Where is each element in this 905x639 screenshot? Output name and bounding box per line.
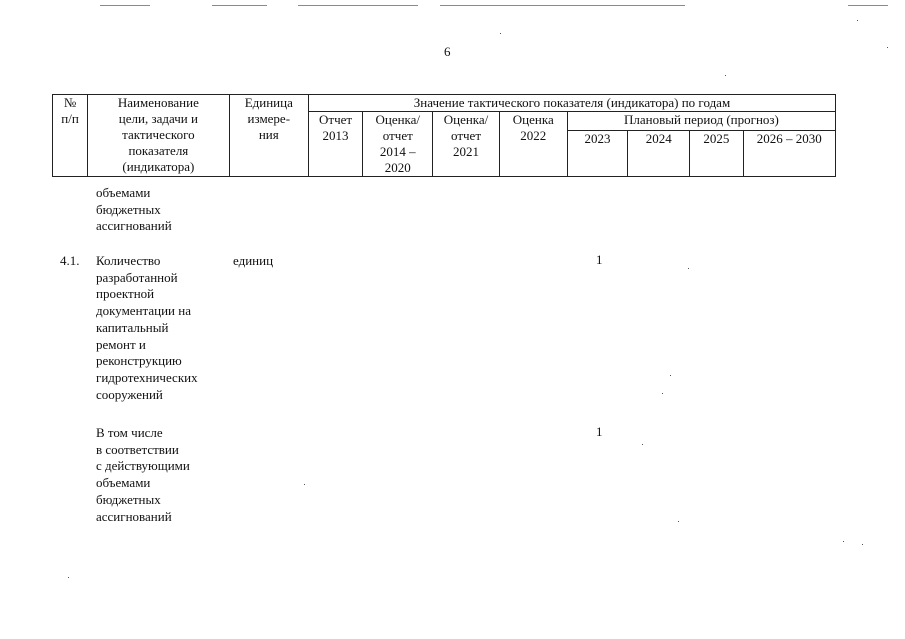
scan-speck [857,20,858,21]
scan-line [298,5,418,6]
header-2024: 2024 [628,131,690,177]
scan-speck [843,541,844,542]
scan-line [440,5,685,6]
page-number: 6 [444,44,451,59]
row-4-1-num: 4.1. [60,253,80,268]
header-num: № п/п [53,95,88,177]
header-estimate-2022: Оценка 2022 [499,112,567,177]
indicator-table-header [52,94,836,177]
header-2026-2030: 2026 – 2030 [743,131,836,177]
row-4-1-sub-value-2023: 1 [596,424,603,439]
header-name: Наименование цели, задачи и тактического показателя (индикатора) [88,95,230,177]
header-estimate-2014-2020: Оценка/ отчет 2014 – 2020 [363,112,433,177]
scan-speck [678,521,679,522]
header-2025: 2025 [690,131,743,177]
row-4-1-unit: единиц [233,253,274,268]
row-4-1-sub-name: В том числе в соответствии с действующими объемами бюджетных ассигнований [96,425,190,524]
scan-speck [670,375,671,376]
scan-speck [862,544,863,545]
header-plan-group: Плановый период (прогноз) [567,112,835,131]
row-4-1-value-2023: 1 [596,252,603,267]
continuation-text: объемами бюджетных ассигнований [96,185,172,234]
scan-line [100,5,150,6]
scan-line [848,5,888,6]
header-2023: 2023 [567,131,627,177]
scan-speck [68,577,69,578]
header-report-2013: Отчет 2013 [308,112,362,177]
header-values-group: Значение тактического показателя (индикатора) по годам [308,95,835,112]
row-4-1-name: Количество разработанной проектной документации на капитальный ремонт и реконструкцию гидротехнических сооружений [96,253,198,402]
scan-speck [662,393,663,394]
scan-line [212,5,267,6]
scan-speck [688,268,689,269]
scan-speck [500,33,501,34]
scan-speck [887,47,888,48]
scan-speck [642,444,643,445]
header-estimate-2021: Оценка/ отчет 2021 [433,112,499,177]
scan-speck [304,484,305,485]
header-unit: Единица измере- ния [229,95,308,177]
scan-speck [725,75,726,76]
